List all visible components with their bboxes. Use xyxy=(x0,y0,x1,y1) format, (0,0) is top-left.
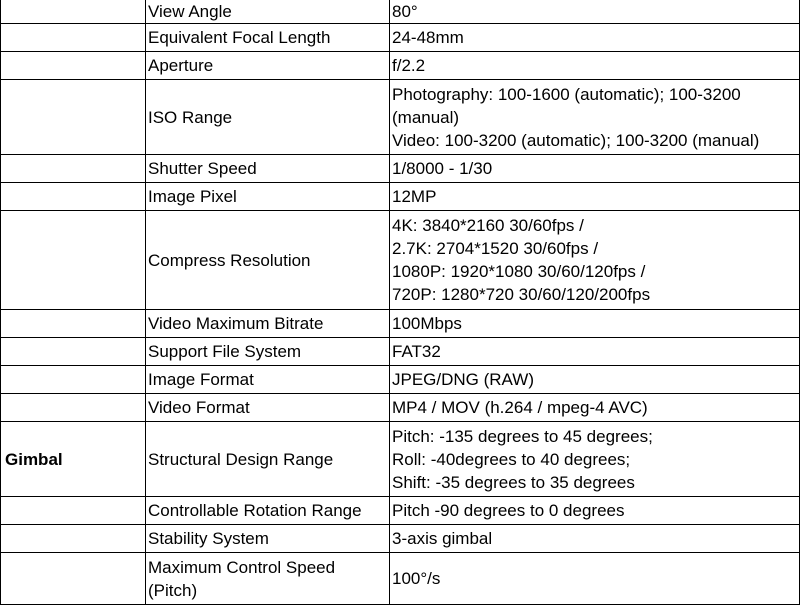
spec-value-line: Shift: -35 degrees to 35 degrees xyxy=(392,472,635,492)
spec-value-line: Pitch -90 degrees to 0 degrees xyxy=(392,501,625,520)
spec-value xyxy=(390,24,800,52)
spec-value-line: MP4 / MOV (h.264 / mpeg-4 AVC) xyxy=(392,398,648,417)
spec-value xyxy=(390,183,800,211)
category-cell xyxy=(1,24,146,52)
spec-name-line: Maximum Control Speed xyxy=(148,557,336,577)
table-row xyxy=(1,0,800,24)
category-cell xyxy=(1,497,146,525)
category-cell xyxy=(1,394,146,422)
spec-name: Video Maximum Bitrate xyxy=(146,310,390,338)
category-cell xyxy=(1,211,146,310)
spec-value-line: 1/8000 - 1/30 xyxy=(392,159,493,178)
category-cell xyxy=(1,525,146,553)
spec-value-line: Photography: 100-1600 (automatic); 100-3200 xyxy=(392,84,741,104)
table-row xyxy=(1,24,800,52)
spec-value-line: f/2.2 xyxy=(392,56,426,75)
category-cell xyxy=(1,310,146,338)
spec-name: Image Format xyxy=(146,366,390,394)
spec-value-line: 100Mbps xyxy=(392,314,462,333)
spec-value-line: 2.7K: 2704*1520 30/60fps / xyxy=(392,239,599,258)
spec-value xyxy=(390,497,800,525)
spec-value xyxy=(390,525,800,553)
spec-value-line: 3-axis gimbal xyxy=(392,529,493,548)
spec-name: View Angle xyxy=(146,0,390,24)
spec-name: Structural Design Range xyxy=(146,422,390,497)
spec-value xyxy=(390,394,800,422)
spec-value-line: 1080P: 1920*1080 30/60/120fps / xyxy=(392,262,646,281)
spec-value-line: 100°/s xyxy=(392,569,441,588)
spec-value xyxy=(390,52,800,80)
table-row xyxy=(1,310,800,338)
category-cell xyxy=(1,155,146,183)
spec-name: Compress Resolution xyxy=(146,211,390,310)
spec-value-line: Video: 100-3200 (automatic); 100-3200 (manual) xyxy=(392,130,760,150)
spec-name: Shutter Speed xyxy=(146,155,390,183)
spec-name: Video Format xyxy=(146,394,390,422)
spec-name: Aperture xyxy=(146,52,390,80)
spec-value xyxy=(390,553,800,605)
spec-value-line: (manual) xyxy=(392,107,460,127)
spec-name: Controllable Rotation Range xyxy=(146,497,390,525)
table-row xyxy=(1,394,800,422)
category-cell xyxy=(1,553,146,605)
spec-value xyxy=(390,80,800,155)
category-cell xyxy=(1,366,146,394)
spec-value-line: 4K: 3840*2160 30/60fps / xyxy=(392,216,584,235)
category-cell xyxy=(1,338,146,366)
table-row xyxy=(1,52,800,80)
spec-name-line: (Pitch) xyxy=(148,580,198,600)
spec-name: ISO Range xyxy=(146,80,390,155)
spec-value-line: Roll: -40degrees to 40 degrees; xyxy=(392,449,631,469)
table-row xyxy=(1,422,800,497)
table-row xyxy=(1,155,800,183)
spec-value xyxy=(390,422,800,497)
spec-value-line: Pitch: -135 degrees to 45 degrees; xyxy=(392,426,653,446)
spec-value xyxy=(390,366,800,394)
spec-value xyxy=(390,155,800,183)
spec-value-line: 80° xyxy=(392,1,418,21)
table-row xyxy=(1,497,800,525)
category-cell xyxy=(1,80,146,155)
spec-value xyxy=(390,211,800,310)
table-row xyxy=(1,80,800,155)
spec-name: Image Pixel xyxy=(146,183,390,211)
table-row xyxy=(1,338,800,366)
spec-name xyxy=(146,553,390,605)
spec-name: Stability System xyxy=(146,525,390,553)
table-row xyxy=(1,211,800,310)
category-cell xyxy=(1,52,146,80)
spec-value-line: JPEG/DNG (RAW) xyxy=(392,370,534,389)
table-row xyxy=(1,183,800,211)
spec-value-line: 720P: 1280*720 30/60/120/200fps xyxy=(392,285,651,304)
spec-value xyxy=(390,310,800,338)
spec-value xyxy=(390,0,800,24)
table-row xyxy=(1,366,800,394)
spec-name: Support File System xyxy=(146,338,390,366)
table-row xyxy=(1,525,800,553)
spec-value-line: 12MP xyxy=(392,187,437,206)
spec-value-line: 24-48mm xyxy=(392,28,464,47)
table-row xyxy=(1,553,800,605)
category-cell xyxy=(1,183,146,211)
spec-value-line: FAT32 xyxy=(392,342,441,361)
category-cell xyxy=(1,0,146,24)
spec-value xyxy=(390,338,800,366)
category-cell-gimbal: Gimbal xyxy=(1,422,146,497)
spec-name: Equivalent Focal Length xyxy=(146,24,390,52)
